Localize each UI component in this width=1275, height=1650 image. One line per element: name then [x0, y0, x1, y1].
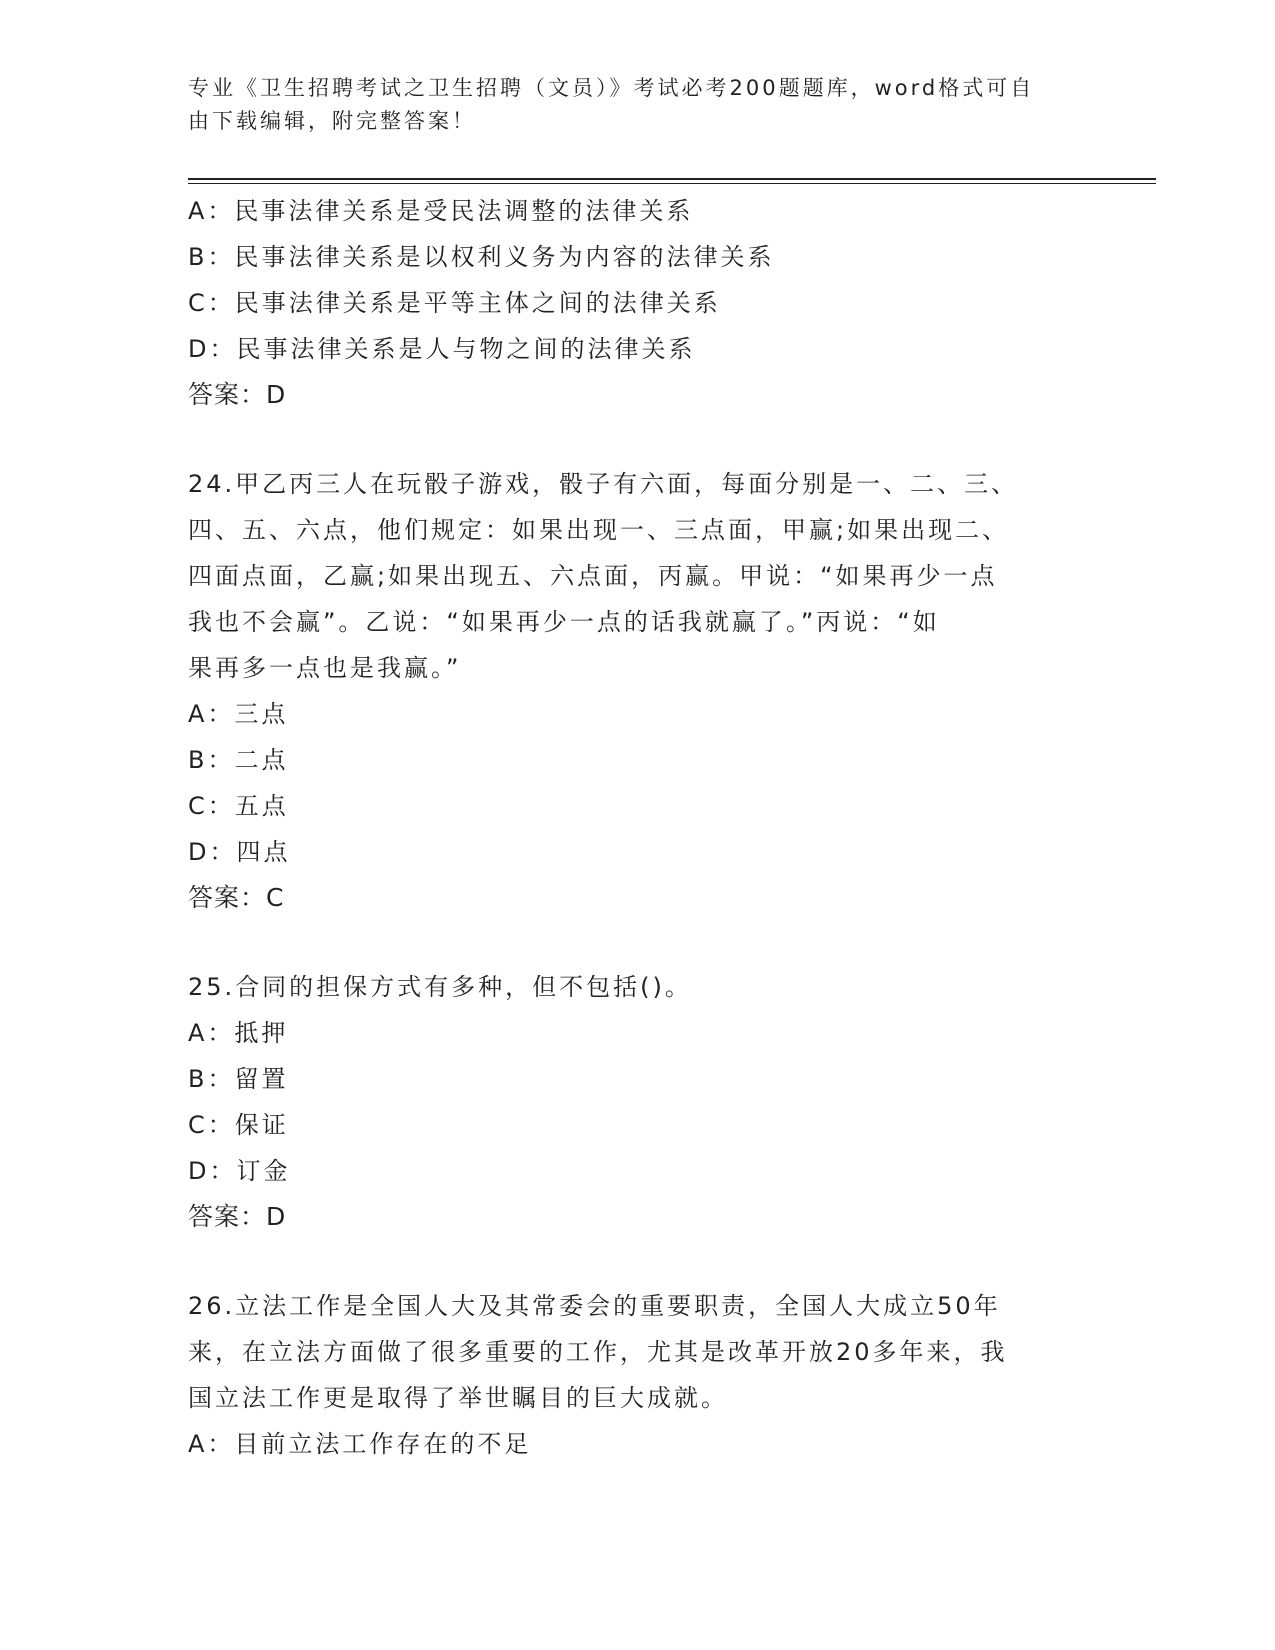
question-stem-line: 四面点面，乙赢;如果出现五、六点面，丙赢。甲说：“如果再少一点	[188, 562, 998, 590]
question-stem-line: 国立法工作更是取得了举世瞩目的巨大成就。	[188, 1384, 728, 1412]
question-stem-line: 25.合同的担保方式有多种，但不包括()。	[188, 973, 692, 1001]
question-stem-line: 果再多一点也是我赢。”	[188, 654, 462, 682]
question-23	[188, 188, 1088, 418]
question-stem-line: 我也不会赢”。乙说：“如果再少一点的话我就赢了。”丙说：“如	[188, 608, 940, 636]
question-26	[188, 1283, 1088, 1467]
option-c: C：民事法律关系是平等主体之间的法律关系	[188, 289, 721, 317]
option-b: B：民事法律关系是以权利义务为内容的法律关系	[188, 243, 775, 271]
option-d: D：订金	[188, 1157, 291, 1185]
question-spacer	[188, 1240, 1088, 1283]
question-stem-line: 来，在立法方面做了很多重要的工作，尤其是改革开放20多年来，我	[188, 1338, 1008, 1366]
question-spacer	[188, 418, 1088, 461]
header-divider-thick	[188, 178, 1156, 180]
question-24	[188, 461, 1088, 921]
option-b: B：留置	[188, 1065, 289, 1093]
answer-line: 答案：D	[188, 1202, 287, 1231]
option-d: D：民事法律关系是人与物之间的法律关系	[188, 335, 696, 363]
option-a: A：三点	[188, 700, 289, 728]
option-a: A：民事法律关系是受民法调整的法律关系	[188, 197, 694, 225]
question-stem-line: 26.立法工作是全国人大及其常委会的重要职责，全国人大成立50年	[188, 1292, 1001, 1320]
option-a: A：抵押	[188, 1019, 289, 1047]
answer-line: 答案：C	[188, 883, 285, 912]
question-stem-line: 四、五、六点，他们规定：如果出现一、三点面，甲赢;如果出现二、	[188, 516, 1010, 544]
option-c: C：保证	[188, 1111, 289, 1139]
header-line-2: 由下载编辑，附完整答案！	[188, 109, 476, 133]
question-spacer	[188, 921, 1088, 964]
header-divider-thin	[188, 183, 1156, 184]
document-header	[188, 72, 1068, 138]
option-a: A：目前立法工作存在的不足	[188, 1430, 532, 1458]
question-25	[188, 964, 1088, 1240]
option-d: D：四点	[188, 838, 291, 866]
question-stem-line: 24.甲乙丙三人在玩骰子游戏，骰子有六面，每面分别是一、二、三、	[188, 470, 1019, 498]
question-list	[188, 188, 1088, 1467]
header-line-1: 专业《卫生招聘考试之卫生招聘（文员）》考试必考200题题库，word格式可自	[188, 76, 1035, 100]
option-b: B：二点	[188, 746, 289, 774]
option-c: C：五点	[188, 792, 289, 820]
answer-line: 答案：D	[188, 380, 287, 409]
